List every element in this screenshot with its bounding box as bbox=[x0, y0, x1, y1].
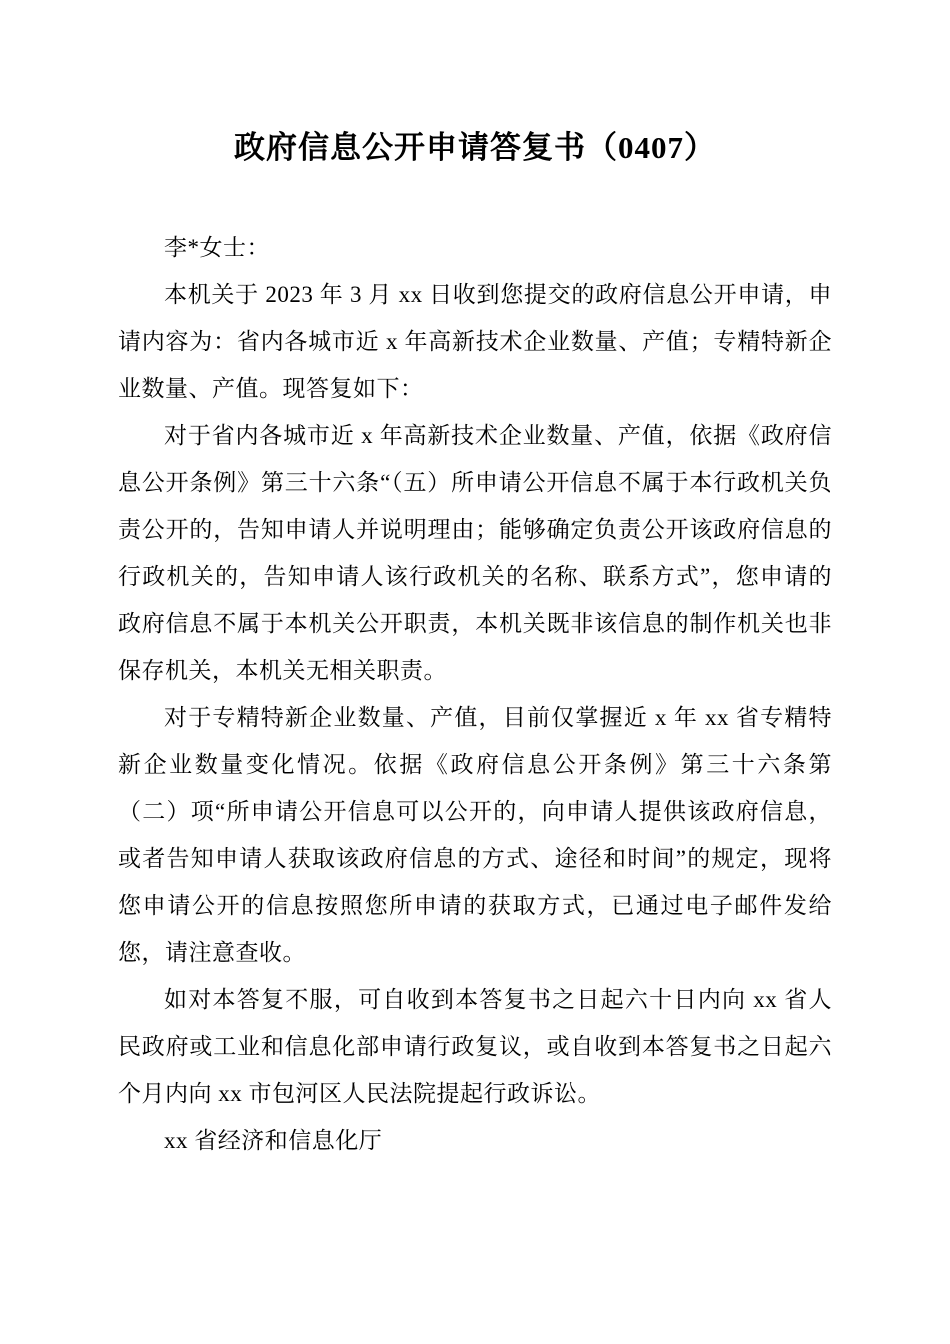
paragraph-3: 对于专精特新企业数量、产值，目前仅掌握近 x 年 xx 省专精特新企业数量变化情况。依据《政府信息公开条例》第三十六条第（二）项“所申请公开信息可以公开的，向申请人提供该政府信息，或者告知申请人获取该政府信息的方式、途径和时间”的规定，现将您申请公开的信息按照您所申请的获取方式，已通过电子邮件发给您，请注意查收。 bbox=[118, 705, 832, 966]
signature: xx 省经济和信息化厅 bbox=[164, 1128, 383, 1154]
paragraph-1: 本机关于 2023 年 3 月 xx 日收到您提交的政府信息公开申请，申请内容为：省内各城市近 x 年高新技术企业数量、产值；专精特新企业数量、产值。现答复如下： bbox=[118, 282, 832, 402]
document-title: 政府信息公开申请答复书（0407） bbox=[234, 130, 716, 165]
paragraph-4: 如对本答复不服，可自收到本答复书之日起六十日内向 xx 省人民政府或工业和信息化部申请行政复议，或自收到本答复书之日起六个月内向 xx 市包河区人民法院提起行政诉讼。 bbox=[118, 987, 833, 1107]
salutation: 李*女士： bbox=[164, 235, 270, 261]
paragraph-2: 对于省内各城市近 x 年高新技术企业数量、产值，依据《政府信息公开条例》第三十六条“（五）所申请公开信息不属于本行政机关负责公开的，告知申请人并说明理由；能够确定负责公开该政府信息的行政机关的，告知申请人该行政机关的名称、联系方式”，您申请的政府信息不属于本机关公开职责，本机关既非该信息的制作机关也非保存机关，本机关无相关职责。 bbox=[118, 423, 832, 684]
